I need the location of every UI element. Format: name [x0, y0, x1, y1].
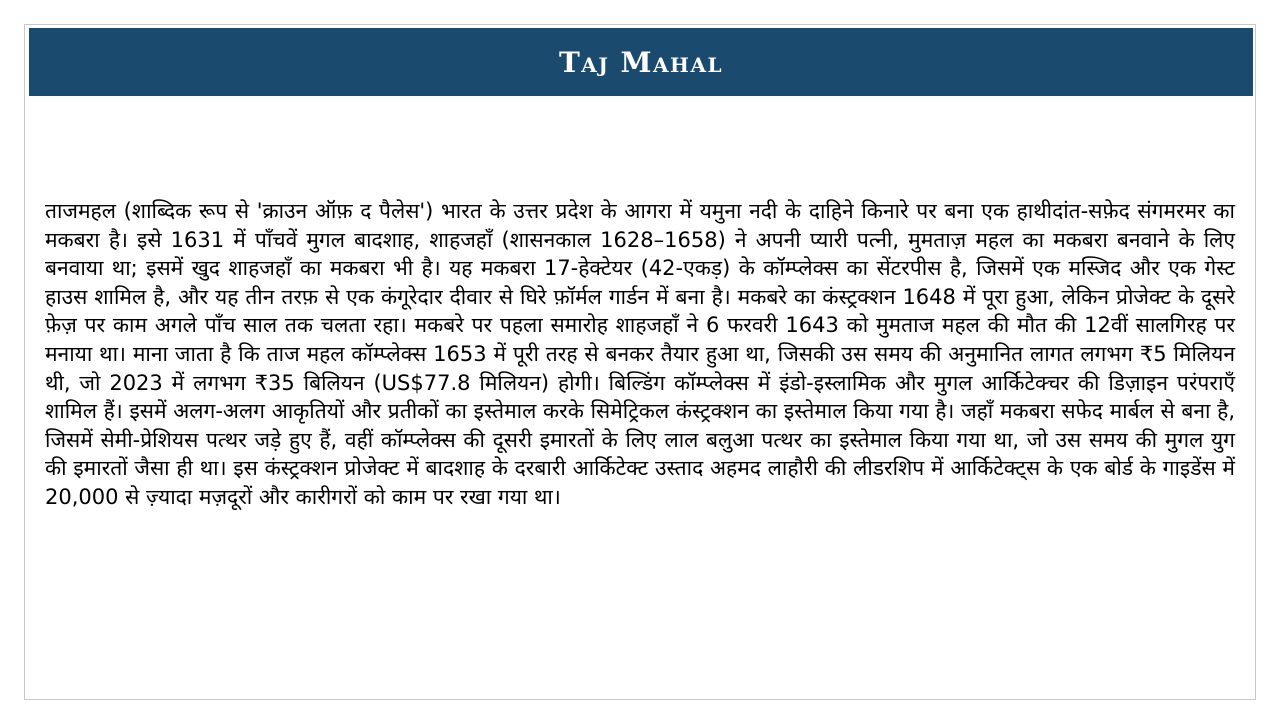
slide [24, 24, 1256, 700]
slide-title: Taj Mahal [558, 45, 724, 79]
title-bar [29, 28, 1253, 96]
slide-body-text: ताजमहल (शाब्दिक रूप से 'क्राउन ऑफ़ द पैलेस') भारत के उत्तर प्रदेश के आगरा में यमुना नदी के दाहिने किनारे पर बना एक हाथीदांत-सफ़ेद संगमरमर का मकबरा है। इसे 1631 में पाँचवें मुगल बादशाह, शाहजहाँ (शासनकाल 1628–1658) ने अपनी प्यारी पत्नी, मुमताज़ महल का मकबरा बनवाने के लिए बनवाया था; इसमें खुद शाहजहाँ का मकबरा भी है। यह मकबरा 17-हेक्टेयर (42-एकड़) के कॉम्प्लेक्स का सेंटरपीस है, जिसमें एक मस्जिद और एक गेस्ट हाउस शामिल है, और यह तीन तरफ़ से एक कंगूरेदार दीवार से घिरे फ़ॉर्मल गार्डन में बना है। मकबरे का कंस्ट्रक्शन 1648 में पूरा हुआ, लेकिन प्रोजेक्ट के दूसरे फ़ेज़ पर काम अगले पाँच साल तक चलता रहा। मकबरे पर पहला समारोह शाहजहाँ ने 6 फरवरी 1643 को मुमताज महल की मौत की 12वीं सालगिरह पर मनाया था। माना जाता है कि ताज महल कॉम्प्लेक्स 1653 में पूरी तरह से बनकर तैयार हुआ था, जिसकी उस समय की अनुमानित लागत लगभग ₹5 मिलियन थी, जो 2023 में लगभग ₹35 बिलियन (US$77.8 मिलियन) होगी। बिल्डिंग कॉम्प्लेक्स में इंडो-इस्लामिक और मुगल आर्किटेक्चर की डिज़ाइन परंपराएँ शामिल हैं। इसमें अलग-अलग आकृतियों और प्रतीकों का इस्तेमाल करके सिमेट्रिकल कंस्ट्रक्शन का इस्तेमाल किया गया है। जहाँ मकबरा सफेद मार्बल से बना है, जिसमें सेमी-प्रेशियस पत्थर जड़े हुए हैं, वहीं कॉम्प्लेक्स की दूसरी इमारतों के लिए लाल बलुआ पत्थर का इस्तेमाल किया गया था, जो उस समय की मुगल युग की इमारतों जैसा ही था। इस कंस्ट्रक्शन प्रोजेक्ट में बादशाह के दरबारी आर्किटेक्ट उस्ताद अहमद लाहौरी की लीडरशिप में आर्किटेक्ट्स के एक बोर्ड के गाइडेंस में 20,000 से ज़्यादा मज़दूरों और कारीगरों को काम पर रखा गया था। [45, 199, 1235, 509]
